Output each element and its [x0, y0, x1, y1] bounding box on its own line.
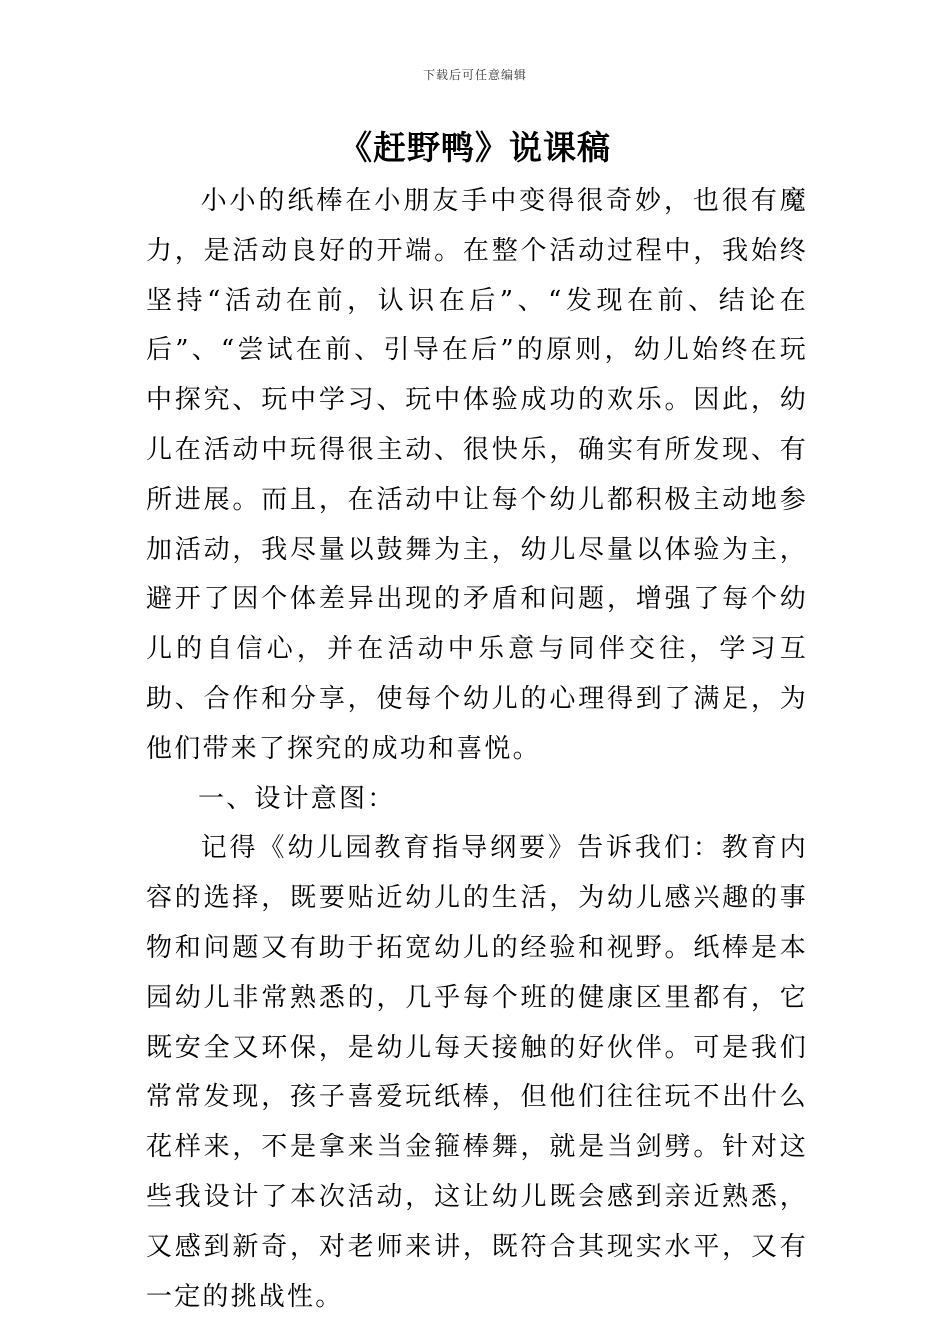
document-title: 《赶野鸭》说课稿: [339, 128, 611, 167]
paragraph-intro: 小小的纸棒在小朋友手中变得很奇妙，也很有魔力，是活动良好的开端。在整个活动过程中，我始终坚持“活动在前，认识在后”、“发现在前、结论在后”、“尝试在前、引导在后”的原则，幼儿始终在玩中探究、玩中学习、玩中体验成功的欢乐。因此，幼儿在活动中玩得很主动、很快乐，确实有所发现、有所进展。而且，在活动中让每个幼儿都积极主动地参加活动，我尽量以鼓舞为主，幼儿尽量以体验为主，避开了因个体差异出现的矛盾和问题，增强了每个幼儿的自信心，并在活动中乐意与同伴交往，学习互助、合作和分享，使每个幼儿的心理得到了满足，为他们带来了探究的成功和喜悦。: [146, 186, 808, 764]
paragraph-design-intent: 记得《幼儿园教育指导纲要》告诉我们：教育内容的选择，既要贴近幼儿的生活，为幼儿感兴趣的事物和问题又有助于拓宽幼儿的经验和视野。纸棒是本园幼儿非常熟悉的，几乎每个班的健康区里都有，它既安全又环保，是幼儿每天接触的好伙伴。可是我们常常发现，孩子喜爱玩纸棒，但他们往往玩不出什么花样来，不是拿来当金箍棒舞，就是当剑劈。针对这些我设计了本次活动，这让幼儿既会感到亲近熟悉，又感到新奇，对老师来讲，既符合其现实水平，又有一定的挑战性。: [146, 833, 808, 1312]
document-body: [146, 177, 808, 1322]
page-header-note: 下载后可任意编辑: [422, 68, 527, 82]
section-heading-design-intent: 一、设计意图：: [198, 783, 396, 814]
